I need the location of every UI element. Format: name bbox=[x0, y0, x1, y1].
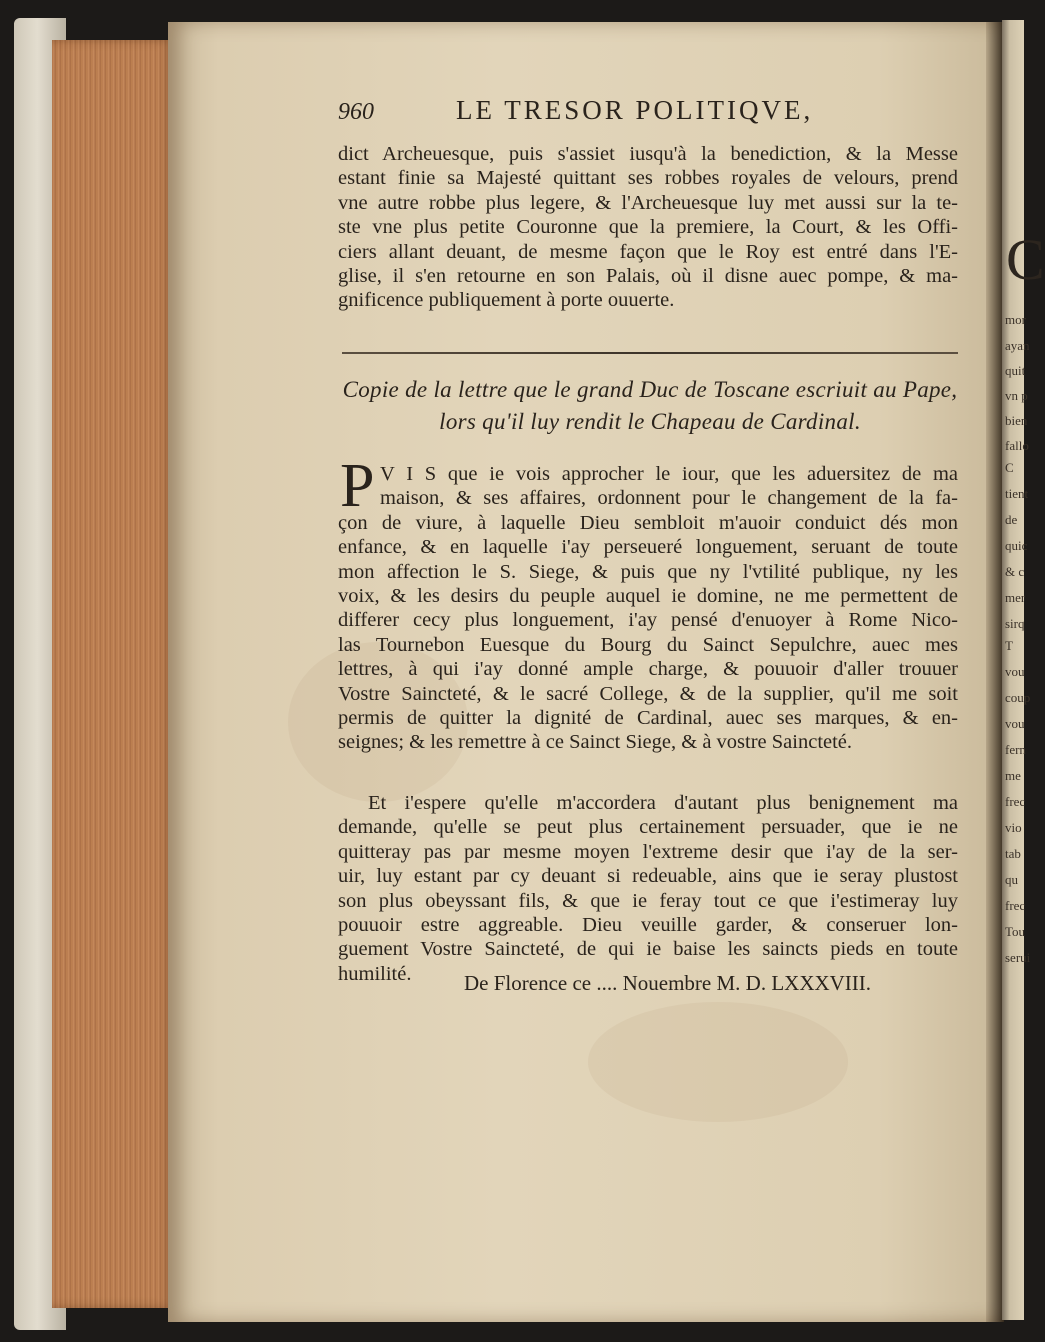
facing-fragment: vio bbox=[1005, 820, 1022, 835]
facing-fragment: vou bbox=[1005, 664, 1025, 679]
facing-fragment: tab bbox=[1005, 846, 1021, 861]
facing-fragment: quit bbox=[1005, 363, 1026, 378]
text-line: Vostre Saincteté, & le sacré College, & de la supplier, qu'il me soit bbox=[338, 682, 958, 705]
letter-title-line-2: lors qu'il luy rendit le Chapeau de Cardinal. bbox=[439, 409, 861, 434]
facing-fragment: de bbox=[1005, 512, 1018, 527]
text-line: demande, qu'elle se peut plus certainement persuader, que ie ne bbox=[338, 816, 958, 839]
text-line: gnificence publiquement à porte ouuerte. bbox=[338, 289, 675, 312]
facing-fragment: fern bbox=[1005, 742, 1026, 757]
text-line: permis de quitter la dignité de Cardinal, auec ses marques, & en- bbox=[338, 706, 958, 729]
text-line: uir, luy estant par cy deuant si redeuable, ains que ie seray plustost bbox=[338, 865, 958, 888]
previous-section-text bbox=[338, 142, 958, 313]
facing-fragment: coup bbox=[1005, 690, 1031, 705]
text-line: Et i'espere qu'elle m'accordera d'autant plus benignement ma bbox=[368, 792, 958, 814]
drop-cap: P bbox=[340, 452, 375, 520]
facing-fragment: T bbox=[1005, 638, 1013, 653]
facing-fragment: sirq bbox=[1005, 616, 1025, 631]
text-line: pouuoir estre aggreable. Dieu veuille garder, & conseruer lon- bbox=[338, 913, 958, 936]
facing-fragment: frec bbox=[1005, 794, 1026, 809]
letter-title-line-1: Copie de la lettre que le grand Duc de Toscane escriuit au Pape, bbox=[342, 377, 958, 402]
facing-page-fragment bbox=[1002, 20, 1045, 1320]
text-line: humilité. bbox=[338, 962, 412, 985]
facing-fragment: ayan bbox=[1005, 338, 1030, 353]
text-line: V I S que ie vois approcher le iour, que les aduersitez de ma bbox=[380, 463, 958, 485]
facing-fragment: C bbox=[1005, 460, 1014, 475]
facing-initial: C bbox=[1006, 227, 1045, 292]
text-line: las Tournebon Euesque du Bourg du Sainct Sepulchre, auec mes bbox=[338, 633, 958, 656]
text-line: vne autre robbe plus legere, & l'Archeuesque luy met aussi sur la te- bbox=[338, 191, 958, 214]
facing-fragment: Tou bbox=[1005, 924, 1026, 939]
text-line: enfance, & en laquelle i'ay perseueré longuement, seruant de toute bbox=[338, 536, 958, 559]
text-line: guement Vostre Saincteté, de qui ie baise les saincts pieds en toute bbox=[338, 938, 958, 961]
facing-fragment: mer bbox=[1005, 590, 1026, 605]
text-line: glise, il s'en retourne en son Palais, où il disne auec pompe, & ma- bbox=[338, 264, 958, 287]
facing-fragment: me bbox=[1005, 768, 1021, 783]
text-line: ciers allant deuant, de mesme façon que le Roy est entré dans l'E- bbox=[338, 240, 958, 263]
text-line: dict Archeuesque, puis s'assiet iusqu'à la benediction, & la Messe bbox=[338, 143, 958, 165]
text-line: seignes; & les remettre à ce Sainct Siege, & à vostre Saincteté. bbox=[338, 731, 853, 754]
facing-fragment: vou bbox=[1005, 716, 1025, 731]
page-edges bbox=[52, 40, 174, 1308]
text-line: estant finie sa Majesté quittant ses robbes royales de velours, prend bbox=[338, 167, 958, 190]
text-line: ste vne plus petite Couronne que la premiere, la Court, & les Offi- bbox=[338, 216, 958, 239]
text-line: son plus obeyssant fils, & que ie feray tout ce que i'estimeray luy bbox=[338, 889, 958, 912]
facing-fragment: vn p bbox=[1005, 388, 1028, 403]
facing-fragment: bien bbox=[1005, 413, 1028, 428]
section-divider bbox=[342, 352, 958, 354]
facing-fragment: frec bbox=[1005, 898, 1026, 913]
text-line: lettres, à qui i'ay donné ample charge, & pouuoir d'aller trouuer bbox=[338, 658, 958, 681]
text-line: voix, & les desirs du peuple auquel ie domine, ne me permettent de bbox=[338, 584, 958, 607]
facing-fragment: & c bbox=[1005, 564, 1025, 579]
text-line: quitteray pas par mesme moyen l'extreme desir que i'ay de la ser- bbox=[338, 840, 958, 863]
letter-paragraph-2 bbox=[338, 791, 958, 986]
running-title: LE TRESOR POLITIQVE, bbox=[456, 95, 814, 125]
facing-fragment: fallo bbox=[1005, 438, 1029, 453]
facing-fragment: mor bbox=[1005, 312, 1026, 327]
facing-fragment: qu bbox=[1005, 872, 1018, 887]
text-line: mon affection le S. Siege, & puis que ny l'vtilité publique, ny les bbox=[338, 560, 958, 583]
facing-fragment: tient bbox=[1005, 486, 1029, 501]
letter-dateline: De Florence ce .... Nouembre M. D. LXXXVIII. bbox=[464, 971, 872, 995]
text-line: maison, & ses affaires, ordonnent pour le changement de la fa- bbox=[380, 487, 958, 510]
facing-fragment: quic bbox=[1005, 538, 1028, 553]
text-line: çon de viure, à laquelle Dieu sembloit m'auoir conduict dés mon bbox=[338, 511, 958, 534]
facing-fragment: serui bbox=[1005, 950, 1031, 965]
letter-paragraph-1 bbox=[338, 462, 958, 755]
page-header bbox=[338, 95, 958, 135]
page-number: 960 bbox=[338, 99, 374, 125]
text-line: differer cecy plus longuement, i'ay pensé d'enuoyer à Rome Nico- bbox=[338, 609, 958, 632]
